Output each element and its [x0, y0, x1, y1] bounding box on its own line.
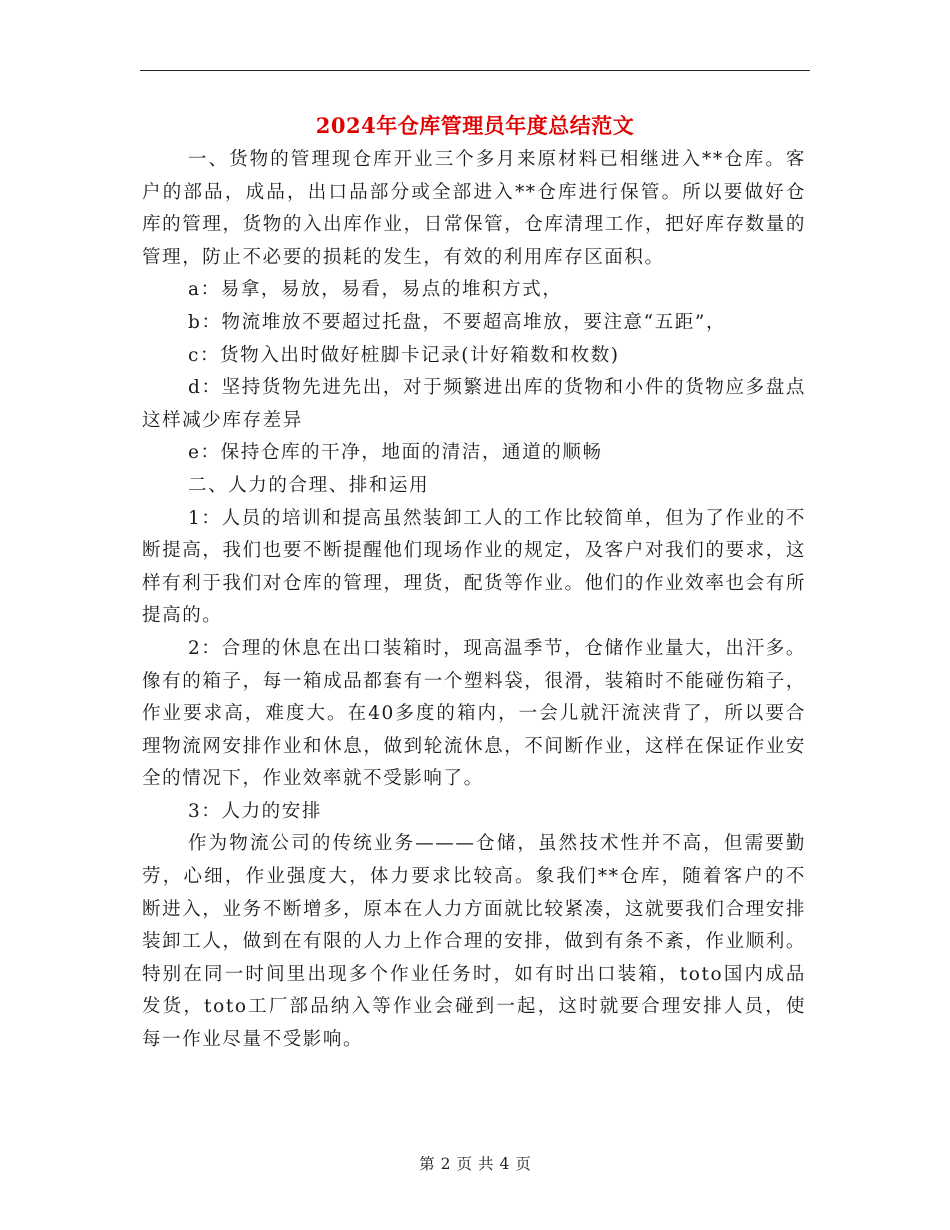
- paragraph-item-c: c：货物入出时做好桩脚卡记录(计好箱数和枚数): [188, 344, 620, 366]
- page-footer: [0, 1152, 950, 1176]
- paragraph-item-a: a：易拿，易放，易看，易点的堆积方式，: [188, 279, 563, 301]
- footer-page-prefix: 第: [419, 1155, 435, 1173]
- paragraph-rest: 2：合理的休息在出口装箱时，现高温季节，仓储作业量大，出汗多。像有的箱子，每一箱成品都套有一个塑料袋，很滑，装箱时不能碰伤箱子，作业要求高，难度大。在40多度的箱内，一会儿就汗流浃背了，所以要合理物流网安排作业和休息，做到轮流休息，不间断作业，这样在保证作业安全的情况下，作业效率就不受影响了。: [142, 637, 806, 790]
- footer-total-prefix: 共: [478, 1155, 494, 1173]
- footer-page-label: 页: [456, 1155, 472, 1173]
- footer-total-pages: 4: [499, 1155, 510, 1173]
- paragraph-item-e: e：保持仓库的干净，地面的清洁，通道的顺畅: [188, 442, 603, 464]
- paragraph-item-b: b：物流堆放不要超过托盘，不要超高堆放，要注意“五距”，: [188, 311, 727, 333]
- document-body: [142, 144, 806, 1057]
- footer-page-number: 2: [440, 1155, 451, 1173]
- header-rule: [140, 70, 810, 71]
- paragraph-training: 1：人员的培训和提高虽然装卸工人的工作比较简单，但为了作业的不断提高，我们也要不断提醒他们现场作业的规定，及客户对我们的要求，这样有利于我们对仓库的管理，理货，配货等作业。他们的作业效率也会有所提高的。: [142, 507, 806, 627]
- paragraph-goods-management: 一、货物的管理现仓库开业三个多月来原材料已相继进入**仓库。客户的部品，成品，出口品部分或全部进入**仓库进行保管。所以要做好仓库的管理，货物的入出库作业，日常保管，仓库清理工作，把好库存数量的管理，防止不必要的损耗的发生，有效的利用库存区面积。: [142, 149, 806, 268]
- paragraph-staffing-heading: 3：人力的安排: [188, 800, 322, 822]
- paragraph-staffing: 作为物流公司的传统业务———仓储，虽然技术性并不高，但需要勤劳，心细，作业强度大，体力要求比较高。象我们**仓库，随着客户的不断进入，业务不断增多，原本在人力方面就比较紧凑，这就要我们合理安排装卸工人，做到在有限的人力上作合理的安排，做到有条不紊，作业顺利。特别在同一时间里出现多个作业任务时，如有时出口装箱，toto国内成品发货，toto工厂部品纳入等作业会碰到一起，这时就要合理安排人员，使每一作业尽量不受影响。: [142, 833, 806, 1051]
- document-title: 2024年仓库管理员年度总结范文: [315, 113, 635, 138]
- paragraph-item-d: d：坚持货物先进先出，对于频繁进出库的货物和小件的货物应多盘点这样减少库存差异: [142, 377, 806, 431]
- footer-total-label: 页: [515, 1155, 531, 1173]
- section-heading-manpower: 二、人力的合理、排和运用: [188, 474, 430, 496]
